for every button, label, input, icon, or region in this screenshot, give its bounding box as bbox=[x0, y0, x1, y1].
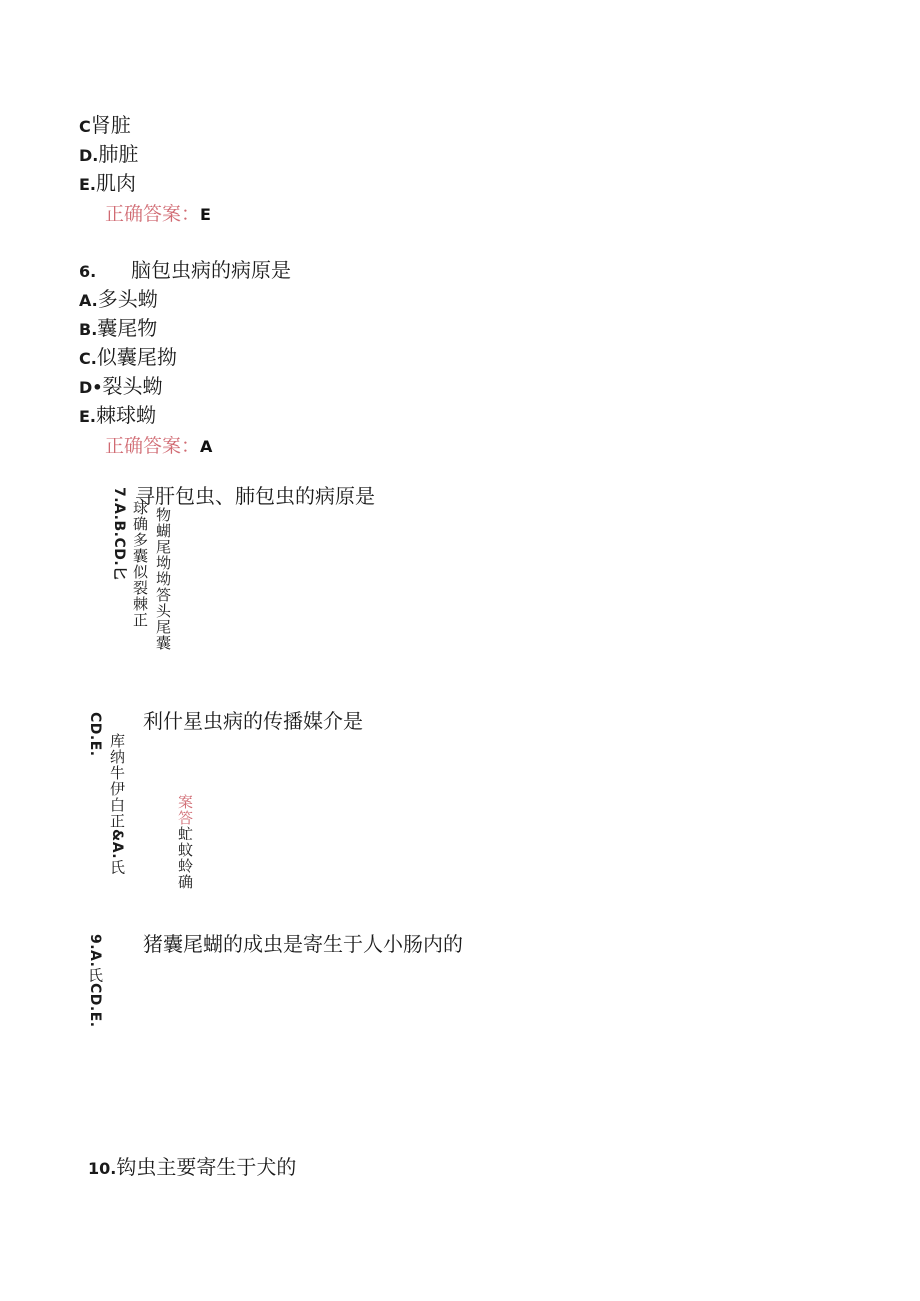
option-label: C bbox=[79, 117, 91, 136]
q9-column bbox=[86, 934, 104, 1028]
stem-prefix: 寻 bbox=[135, 484, 155, 508]
option-text: 多头蚴 bbox=[97, 287, 158, 311]
answer-label: 正确答案： bbox=[105, 203, 201, 225]
answer-value: A bbox=[200, 437, 213, 456]
q6-answer bbox=[105, 433, 212, 459]
option-text: 肺脏 bbox=[98, 142, 139, 166]
q7-column-labels: 7.A.B.CD.匕 bbox=[111, 487, 127, 581]
q5-answer bbox=[105, 201, 211, 227]
q6-option-c bbox=[79, 345, 177, 371]
q5-option-e bbox=[79, 171, 136, 197]
question-text: 利什星虫病的传播媒介是 bbox=[143, 709, 363, 733]
q5-option-d bbox=[79, 142, 138, 168]
question-text: 脑包虫病的病原是 bbox=[131, 258, 291, 282]
q6-option-d bbox=[79, 374, 163, 400]
q7-column-a: 球确多囊似裂棘正 bbox=[131, 500, 149, 628]
answer-label: 正确答案： bbox=[105, 435, 201, 457]
option-label: D. bbox=[79, 146, 99, 165]
option-label: A. bbox=[79, 291, 98, 310]
q6-option-a bbox=[79, 287, 158, 313]
q8-stem bbox=[143, 709, 363, 733]
question-text: 猪囊尾蝴的成虫是寄生于人小肠内的 bbox=[143, 932, 463, 956]
column-text: 虻蚊蛉确 bbox=[176, 826, 194, 890]
column-labels: 9.A. bbox=[87, 934, 103, 968]
option-text: 似囊尾拗 bbox=[96, 345, 177, 369]
q7-column-b: 物蝴尾坳坳答头尾囊 bbox=[154, 507, 172, 651]
q8-column-b bbox=[176, 794, 194, 890]
question-text: 肝包虫、肺包虫的病原是 bbox=[155, 484, 375, 508]
q6-option-e bbox=[79, 403, 156, 429]
answer-fragment: 案答 bbox=[176, 794, 194, 826]
question-text: 钩虫主要寄生于犬的 bbox=[116, 1155, 297, 1179]
q5-option-c bbox=[79, 113, 131, 139]
option-text: 囊尾物 bbox=[97, 316, 158, 340]
option-label: C. bbox=[79, 349, 97, 368]
column-tail: 氏 bbox=[108, 859, 126, 876]
column-labels: CD.E. bbox=[87, 983, 103, 1029]
column-labels: &A. bbox=[109, 829, 125, 860]
question-number: 6. bbox=[79, 262, 97, 281]
option-label: D• bbox=[79, 378, 103, 397]
question-number: 10. bbox=[88, 1159, 117, 1178]
option-text: 裂头蚴 bbox=[102, 374, 163, 398]
option-text: 肌肉 bbox=[96, 171, 137, 195]
option-text: 肾脏 bbox=[90, 113, 131, 137]
q7-stem bbox=[135, 484, 375, 508]
column-text: 库纳牛伊白正 bbox=[108, 733, 126, 829]
q9-stem bbox=[143, 932, 463, 956]
q8-column-labels: CD.E. bbox=[87, 712, 103, 757]
q8-column-a bbox=[108, 733, 126, 875]
option-label: E. bbox=[79, 175, 97, 194]
option-label: E. bbox=[79, 407, 97, 426]
q10-stem bbox=[88, 1155, 296, 1181]
q6-option-b bbox=[79, 316, 157, 342]
answer-value: E bbox=[200, 205, 211, 224]
option-label: B. bbox=[79, 320, 98, 339]
q6-stem bbox=[79, 258, 291, 284]
column-char: 氏 bbox=[86, 967, 104, 984]
option-text: 棘球蚴 bbox=[96, 403, 157, 427]
